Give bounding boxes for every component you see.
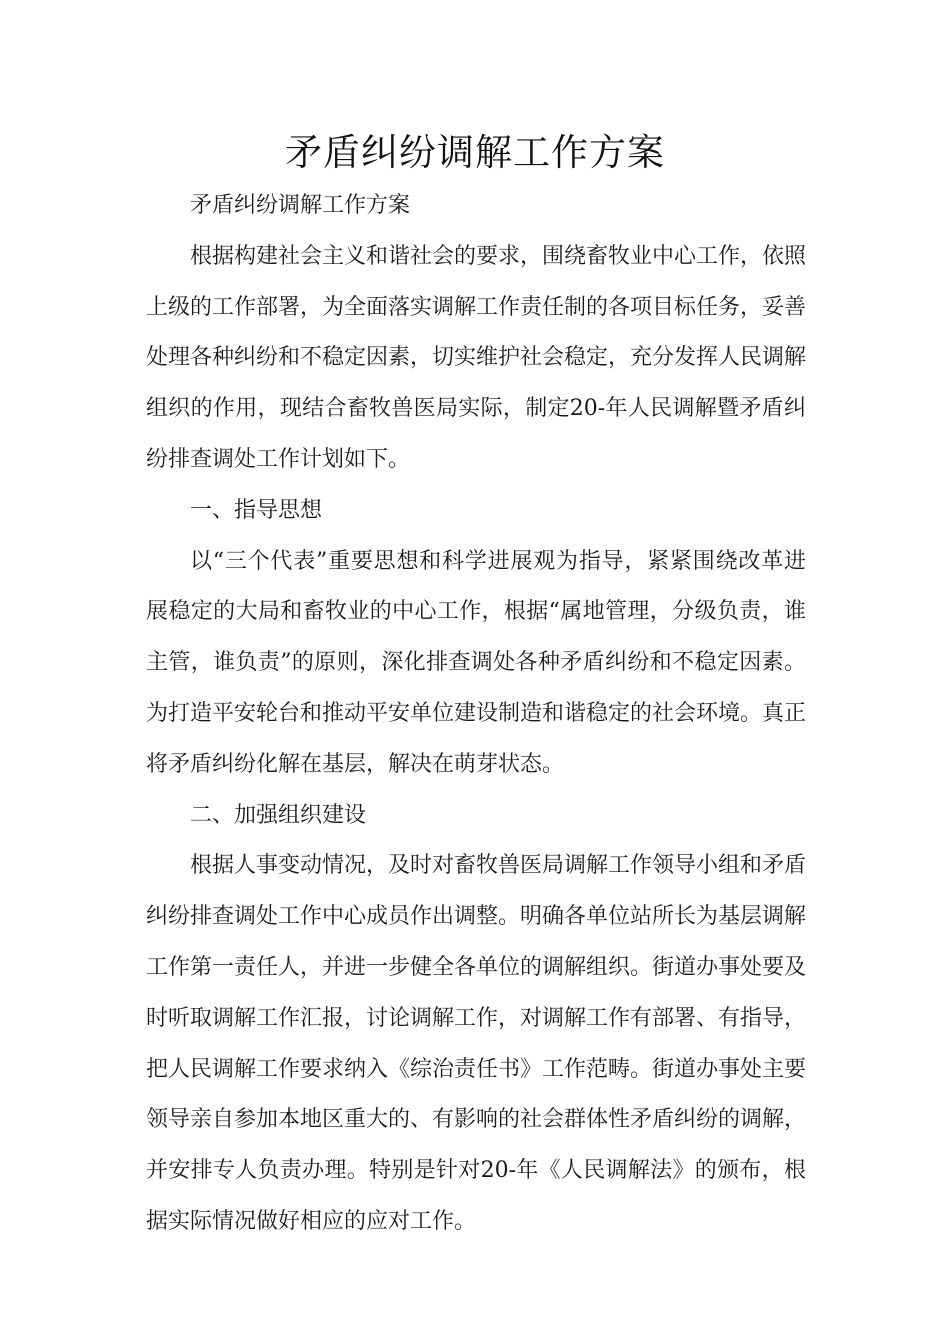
subtitle-paragraph: 矛盾纠纷调解工作方案 [190,193,411,218]
intro-paragraph: 根据构建社会主义和谐社会的要求，围绕畜牧业中心工作，依照上级的工作部署，为全面落实调解工作责任制的各项目标任务，妥善处理各种纠纷和不稳定因素，切实维护社会稳定，充分发挥人民调解组织的作用，现结合畜牧兽医局实际，制定20-年人民调解暨矛盾纠纷排查调处工作计划如下。 [146,243,807,472]
document-body [146,181,806,1248]
section-heading-guiding-ideology: 一、指导思想 [190,497,323,523]
organization-paragraph: 根据人事变动情况，及时对畜牧兽医局调解工作领导小组和矛盾纠纷排查调处工作中心成员作出调整。明确各单位站所长为基层调解工作第一责任人，并进一步健全各单位的调解组织。街道办事处要及时听取调解工作汇报，讨论调解工作，对调解工作有部署、有指导，把人民调解工作要求纳入《综治责任书》工作范畴。街道办事处主要领导亲自参加本地区重大的、有影响的社会群体性矛盾纠纷的调解，并安排专人负责办理。特别是针对20-年《人民调解法》的颁布，根据实际情况做好相应的应对工作。 [146,853,807,1234]
guiding-ideology-paragraph: 以“三个代表”重要思想和科学进展观为指导，紧紧围绕改革进展稳定的大局和畜牧业的中心工作，根据“属地管理，分级负责，谁主管，谁负责”的原则，深化排查调处各种矛盾纠纷和不稳定因素。为打造平安轮台和推动平安单位建设制造和谐稳定的社会环境。真正将矛盾纠纷化解在基层，解决在萌芽状态。 [146,548,807,777]
section-heading-organization: 二、加强组织建设 [190,802,367,828]
document-title: 矛盾纠纷调解工作方案 [285,131,665,174]
